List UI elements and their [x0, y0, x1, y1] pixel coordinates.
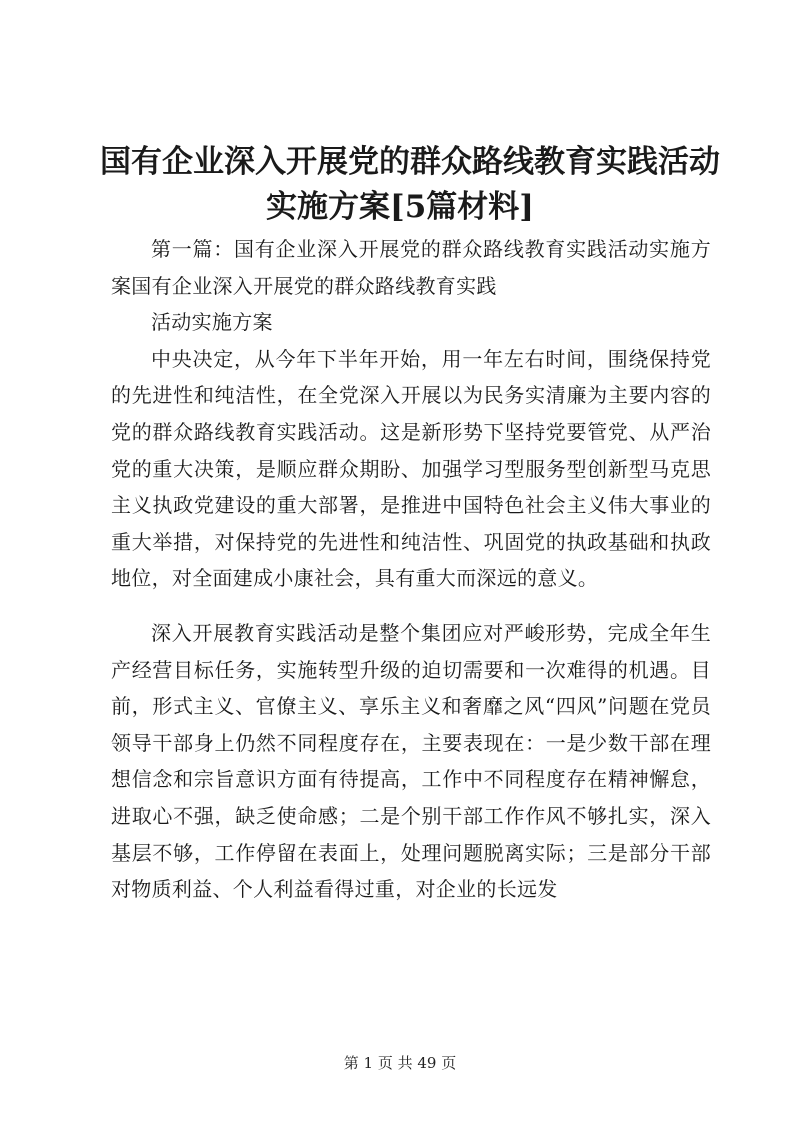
title-line-1: 国有企业深入开展党的群众路线教育实践活动: [100, 144, 720, 180]
document-title: [100, 140, 720, 230]
paragraph-heading: 第一篇：国有企业深入开展党的群众路线教育实践活动实施方案国有企业深入开展党的群众路线教育实践: [111, 237, 711, 298]
paragraph-body-1: 中央决定，从今年下半年开始，用一年左右时间，围绕保持党的先进性和纯洁性，在全党深入开展以为民务实清廉为主要内容的党的群众路线教育实践活动。这是新形势下坚持党要管党、从严治党的重大决策，是顺应群众期盼、加强学习型服务型创新型马克思主义执政党建设的重大部署，是推进中国特色社会主义伟大事业的重大举措，对保持党的先进性和纯洁性、巩固党的执政基础和执政地位，对全面建成小康社会，具有重大而深远的意义。: [111, 346, 711, 591]
title-line-2: 实施方案[5篇材料]: [266, 189, 534, 225]
paragraph-body-2: 深入开展教育实践活动是整个集团应对严峻形势，完成全年生产经营目标任务，实施转型升级的迫切需要和一次难得的机遇。目前，形式主义、官僚主义、享乐主义和奢靡之风“四风”问题在党员领导干部身上仍然不同程度存在，主要表现在：一是少数干部在理想信念和宗旨意识方面有待提高，工作中不同程度存在精神懈怠，进取心不强，缺乏使命感；二是个别干部工作作风不够扎实，深入基层不够，工作停留在表面上，处理问题脱离实际；三是部分干部对物质利益、个人利益看得过重，对企业的长远发: [111, 620, 711, 902]
page-footer: 第 1 页 共 49 页: [343, 1054, 457, 1072]
paragraph-subheading: 活动实施方案: [151, 310, 273, 335]
document-body: [111, 231, 711, 908]
